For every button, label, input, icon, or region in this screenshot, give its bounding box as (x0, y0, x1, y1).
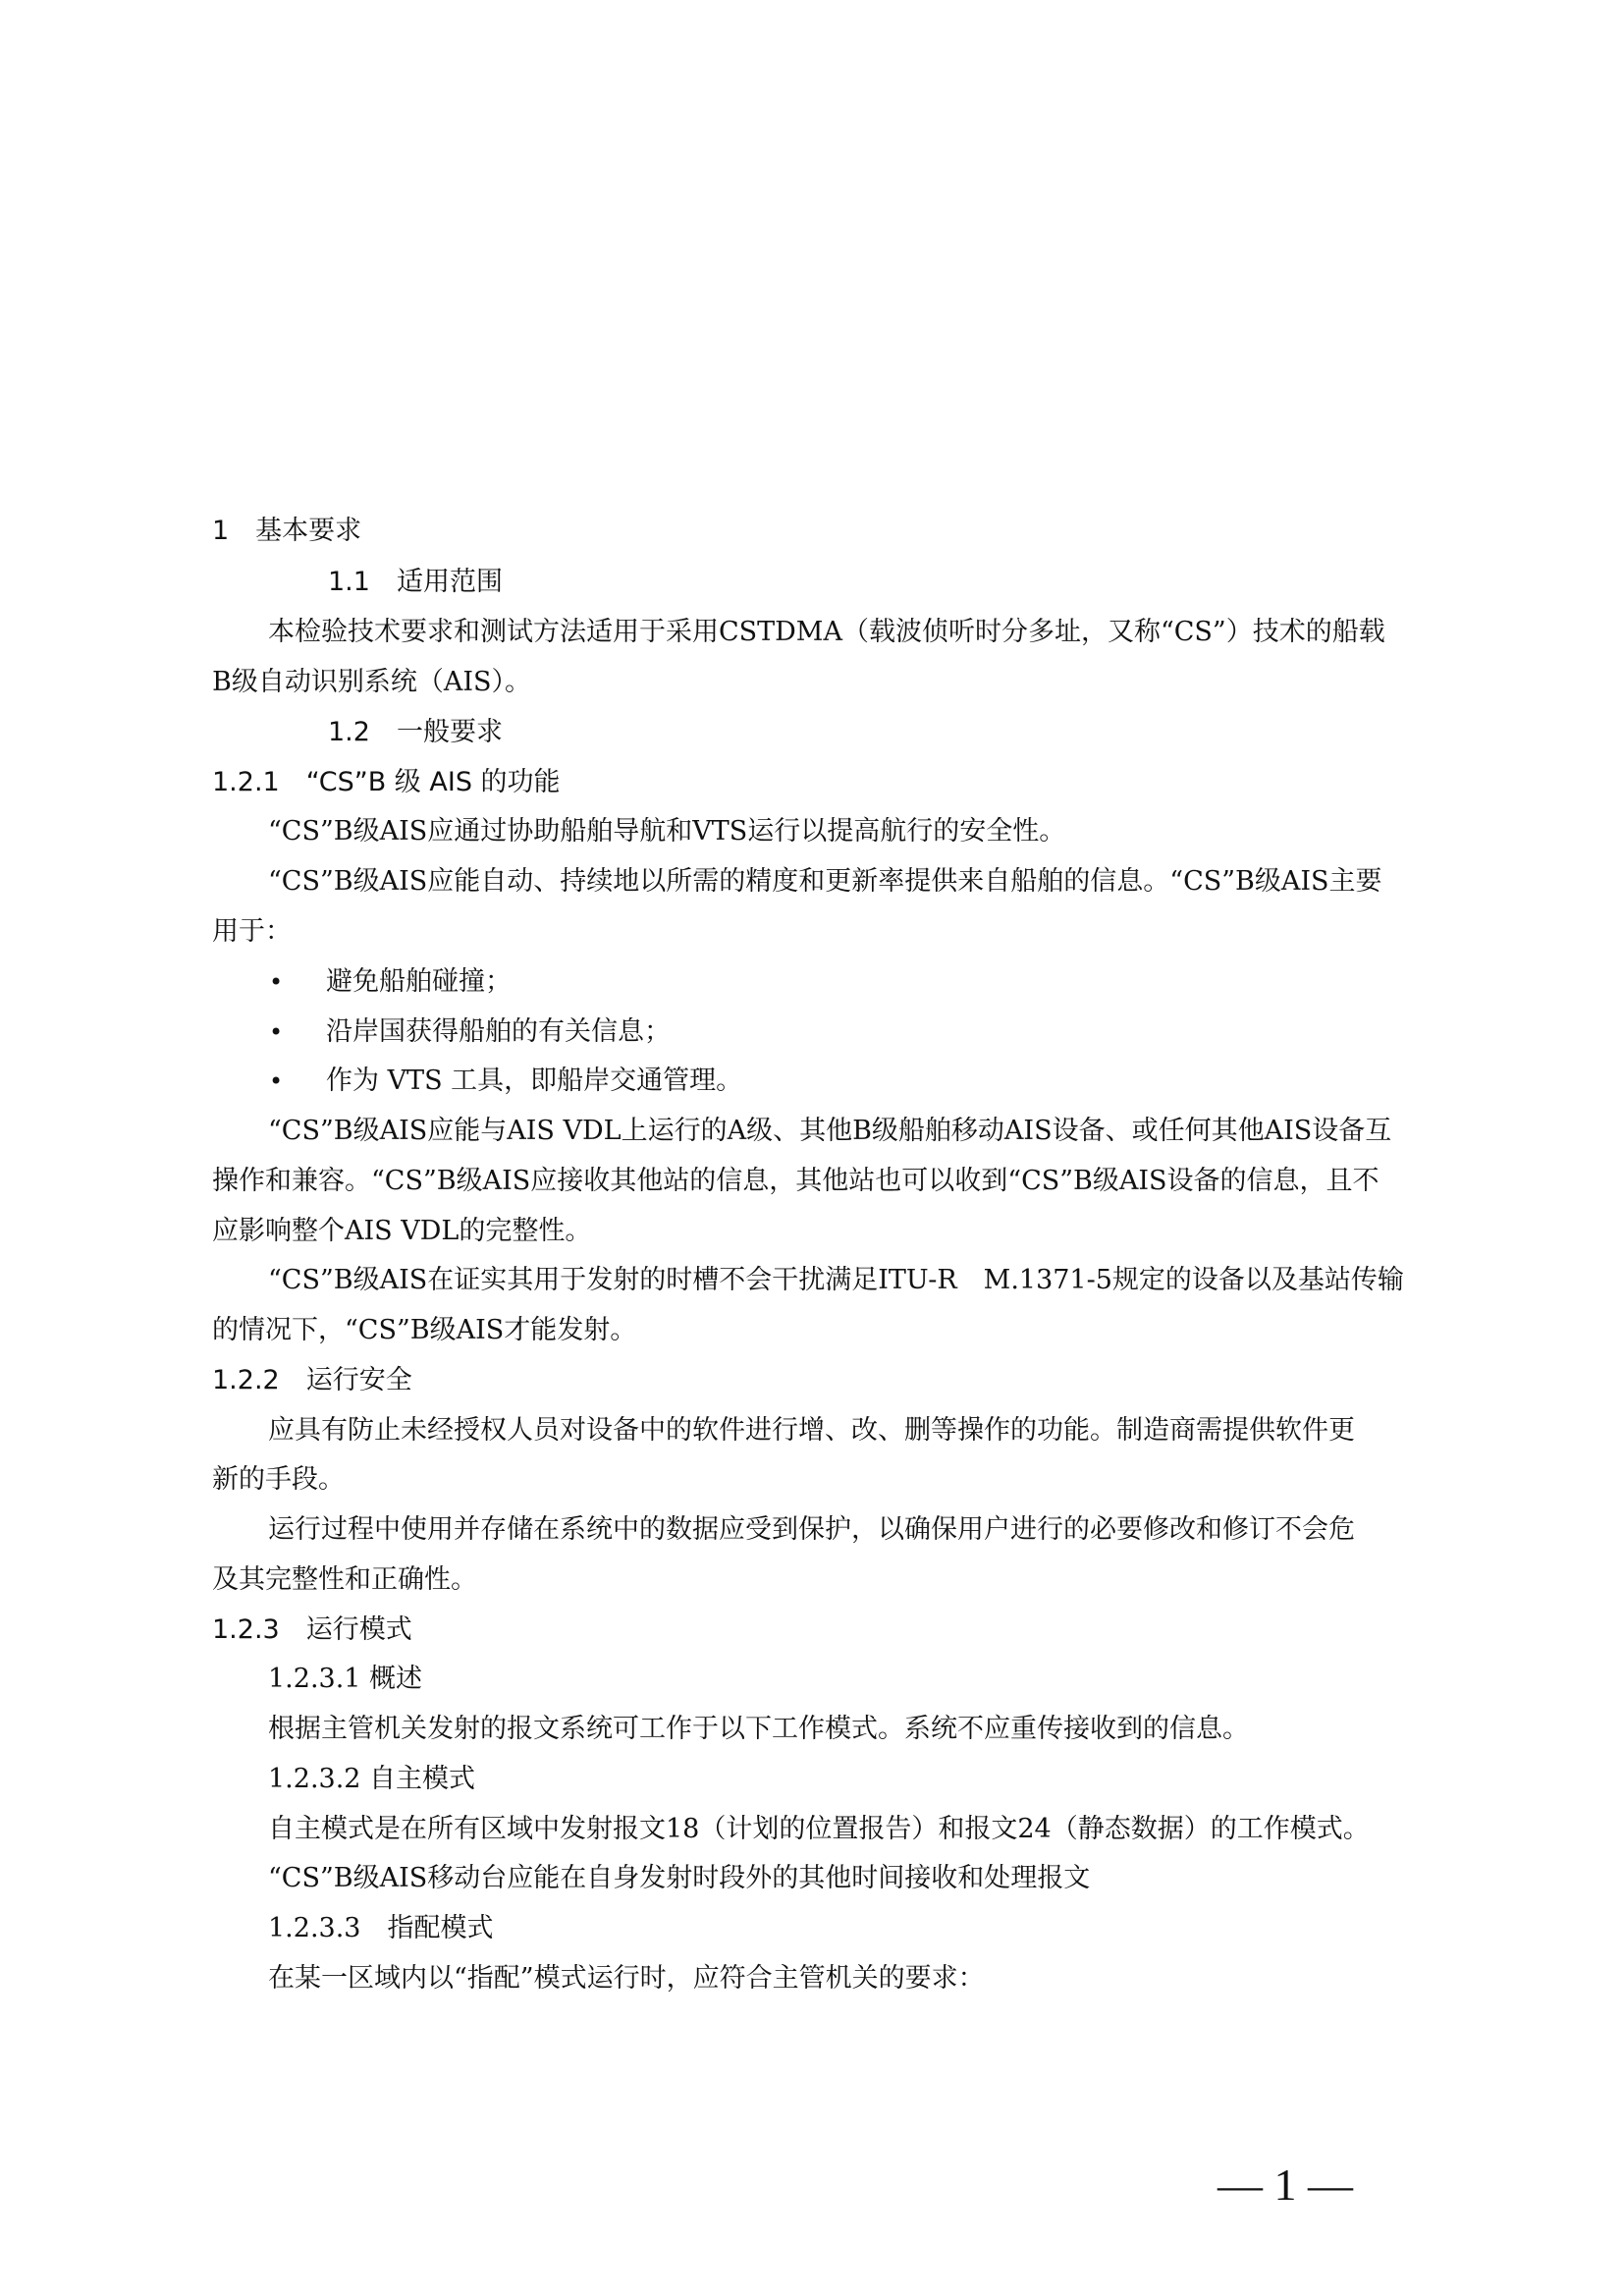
paragraph-line: 操作和兼容。“CS”B级AIS应接收其他站的信息，其他站也可以收到“CS”B级AIS设备的信息，且不 (212, 1166, 1380, 1196)
paragraph-line: 应影响整个AIS VDL的完整性。 (212, 1216, 592, 1246)
paragraph-line: 本检验技术要求和测试方法适用于采用CSTDMA（载波侦听时分多址，又称“CS”）技术的船载 (268, 617, 1385, 647)
subsection-title: 1.2.3.1 概述 (268, 1664, 423, 1694)
paragraph-line: 运行过程中使用并存储在系统中的数据应受到保护，以确保用户进行的必要修改和修订不会危 (268, 1514, 1355, 1545)
page-number: — 1 — (1217, 2159, 1353, 2210)
list-item: 沿岸国获得船舶的有关信息； (326, 1016, 671, 1047)
paragraph-line: “CS”B级AIS移动台应能在自身发射时段外的其他时间接收和处理报文 (268, 1863, 1091, 1893)
bullet-icon: • (269, 1018, 284, 1046)
subsection-title: 1.2.3.3 指配模式 (268, 1913, 494, 1943)
section-heading-1-2-2: 1.2.2 运行安全 (212, 1365, 412, 1395)
list-item: 避免船舶碰撞； (326, 966, 512, 997)
section-heading-1-2-1: 1.2.1 “CS”B 级 AIS 的功能 (212, 767, 561, 797)
paragraph-line: 根据主管机关发射的报文系统可工作于以下工作模式。系统不应重传接收到的信息。 (268, 1714, 1249, 1744)
paragraph-line: “CS”B级AIS应通过协助船舶导航和VTS运行以提高航行的安全性。 (268, 816, 1066, 847)
section-heading-1-2-3: 1.2.3 运行模式 (212, 1614, 412, 1645)
paragraph-line: 应具有防止未经授权人员对设备中的软件进行增、改、删等操作的功能。制造商需提供软件更 (268, 1415, 1355, 1446)
bullet-icon: • (269, 1067, 284, 1095)
subsection-title: 1.2.3.2 自主模式 (268, 1764, 476, 1794)
paragraph-line: B级自动识别系统（AIS）。 (212, 667, 532, 697)
paragraph-line: “CS”B级AIS应能自动、持续地以所需的精度和更新率提供来自船舶的信息。“CS”B级AIS主要 (268, 866, 1382, 897)
paragraph-line: “CS”B级AIS应能与AIS VDL上运行的A级、其他B级船舶移动AIS设备、或任何其他AIS设备互 (268, 1116, 1392, 1146)
section-heading-1: 1 基本要求 (212, 516, 362, 546)
paragraph-line: 及其完整性和正确性。 (212, 1564, 477, 1595)
paragraph-line: “CS”B级AIS在证实其用于发射的时槽不会干扰满足ITU-R M.1371-5规定的设备以及基站传输 (268, 1265, 1404, 1295)
list-item: 作为 VTS 工具，即船岸交通管理。 (326, 1066, 743, 1096)
section-heading-1-2: 1.2 一般要求 (328, 717, 503, 747)
paragraph-line: 新的手段。 (212, 1464, 345, 1495)
paragraph-line: 在某一区域内以“指配”模式运行时，应符合主管机关的要求： (268, 1963, 985, 1994)
paragraph-line: 自主模式是在所有区域中发射报文18（计划的位置报告）和报文24（静态数据）的工作模式。 (268, 1814, 1370, 1844)
paragraph-line: 用于： (212, 916, 292, 947)
paragraph-line: 的情况下，“CS”B级AIS才能发射。 (212, 1315, 637, 1345)
section-heading-1-1: 1.1 适用范围 (328, 567, 503, 597)
bullet-icon: • (269, 968, 284, 996)
